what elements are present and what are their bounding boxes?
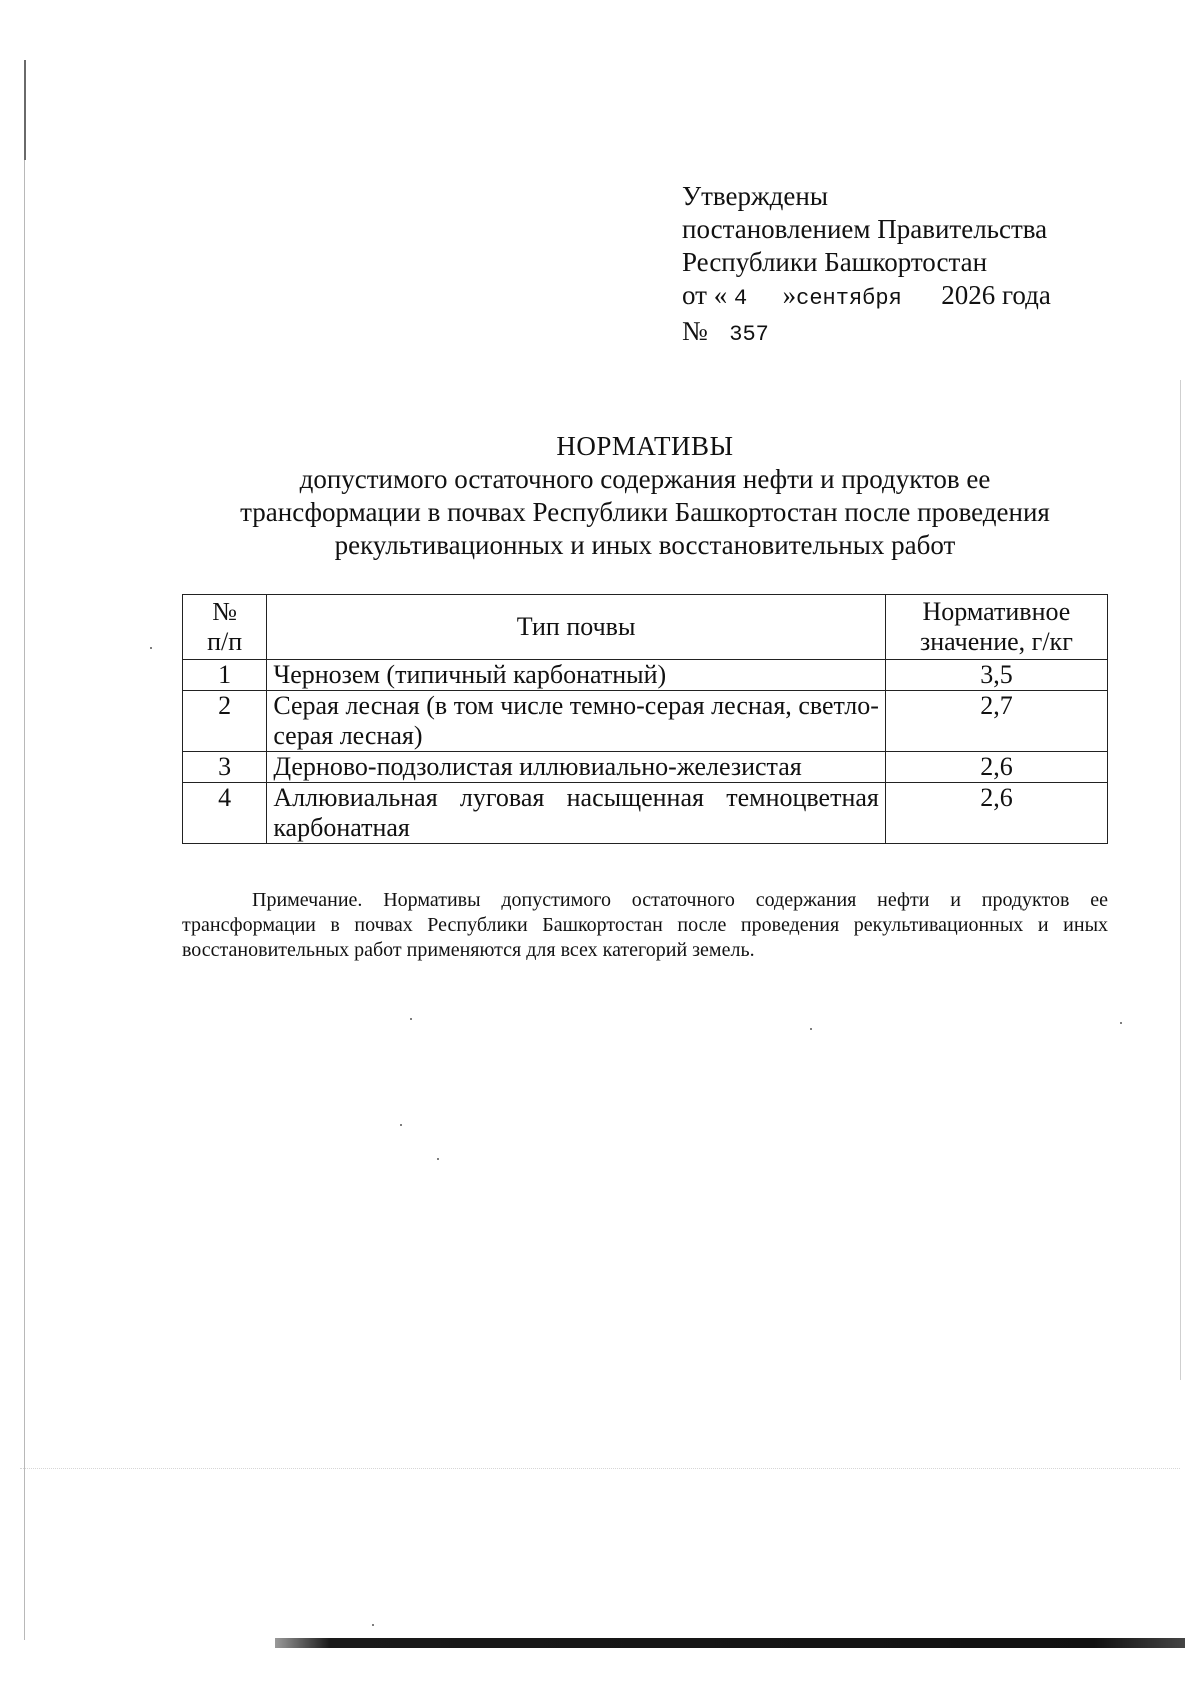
- table-row: [183, 752, 1108, 783]
- table-row: [183, 783, 1108, 844]
- approval-line-3: Республики Башкортостан: [682, 247, 988, 277]
- row-soil-type: Дерново-подзолистая иллювиально-железистая: [267, 752, 886, 783]
- date-mid: »: [782, 280, 797, 310]
- date-month: сентября: [796, 286, 902, 311]
- header-value-line-2: значение, г/кг: [920, 627, 1073, 656]
- header-type: Тип почвы: [267, 595, 886, 660]
- approval-date-line: [682, 279, 1051, 315]
- norms-table: [182, 594, 1108, 844]
- title-main: НОРМАТИВЫ: [556, 431, 734, 461]
- row-value: 2,6: [885, 752, 1107, 783]
- header-num: [183, 595, 267, 660]
- approval-line-1: Утверждены: [682, 181, 828, 211]
- row-num: 1: [183, 660, 267, 691]
- row-num: 2: [183, 691, 267, 752]
- table-row: [183, 691, 1108, 752]
- scan-edge-left: [24, 60, 25, 1640]
- scan-speck: [810, 1028, 812, 1030]
- scan-speck: [372, 1624, 374, 1626]
- date-day: 4: [733, 286, 748, 311]
- table-header-row: [183, 595, 1108, 660]
- date-year: 2026 года: [941, 280, 1051, 310]
- row-soil-type: Аллювиальная луговая насыщенная темноцветная карбонатная: [267, 783, 886, 844]
- document-number: 357: [729, 322, 769, 347]
- row-value: 2,6: [885, 783, 1107, 844]
- scan-speck: [437, 1158, 439, 1160]
- header-num-line-1: №: [212, 597, 238, 626]
- number-sign: №: [682, 316, 708, 346]
- approval-line-2: постановлением Правительства: [682, 214, 1048, 244]
- row-num: 3: [183, 752, 267, 783]
- scan-edge-right: [1180, 380, 1181, 1380]
- document-title: [180, 430, 1110, 562]
- title-sub-line-1: допустимого остаточного содержания нефти и продуктов ее: [299, 464, 991, 494]
- row-value: 3,5: [885, 660, 1107, 691]
- approval-block: [682, 180, 1051, 351]
- date-prefix: от «: [682, 280, 728, 310]
- scan-edge-left-mark: [24, 60, 26, 160]
- row-value: 2,7: [885, 691, 1107, 752]
- title-sub-line-3: рекультивационных и иных восстановительных работ: [334, 530, 956, 560]
- scan-speck: [410, 1018, 412, 1020]
- header-value-line-1: Нормативное: [922, 597, 1071, 626]
- approval-number-line: [682, 315, 1051, 351]
- table-row: [183, 660, 1108, 691]
- row-num: 4: [183, 783, 267, 844]
- scan-bottom-bar: [275, 1638, 1185, 1648]
- header-num-line-2: п/п: [207, 627, 243, 656]
- title-sub-line-2: трансформации в почвах Республики Башкортостан после проведения: [240, 497, 1050, 527]
- scan-speck: [150, 647, 152, 649]
- scan-speck: [1120, 1022, 1122, 1024]
- scan-speck: [400, 1124, 402, 1126]
- row-soil-type: Чернозем (типичный карбонатный): [267, 660, 886, 691]
- scan-noise-row: [20, 1468, 1180, 1470]
- header-value: [885, 595, 1107, 660]
- row-soil-type: Серая лесная (в том числе темно-серая лесная, светло-серая лесная): [267, 691, 886, 752]
- table-note: Примечание. Нормативы допустимого остаточного содержания нефти и продуктов ее трансформации в почвах Республики Башкортостан после проведения рекультивационных и иных восстановительных работ применяются для всех категорий земель.: [182, 889, 1108, 961]
